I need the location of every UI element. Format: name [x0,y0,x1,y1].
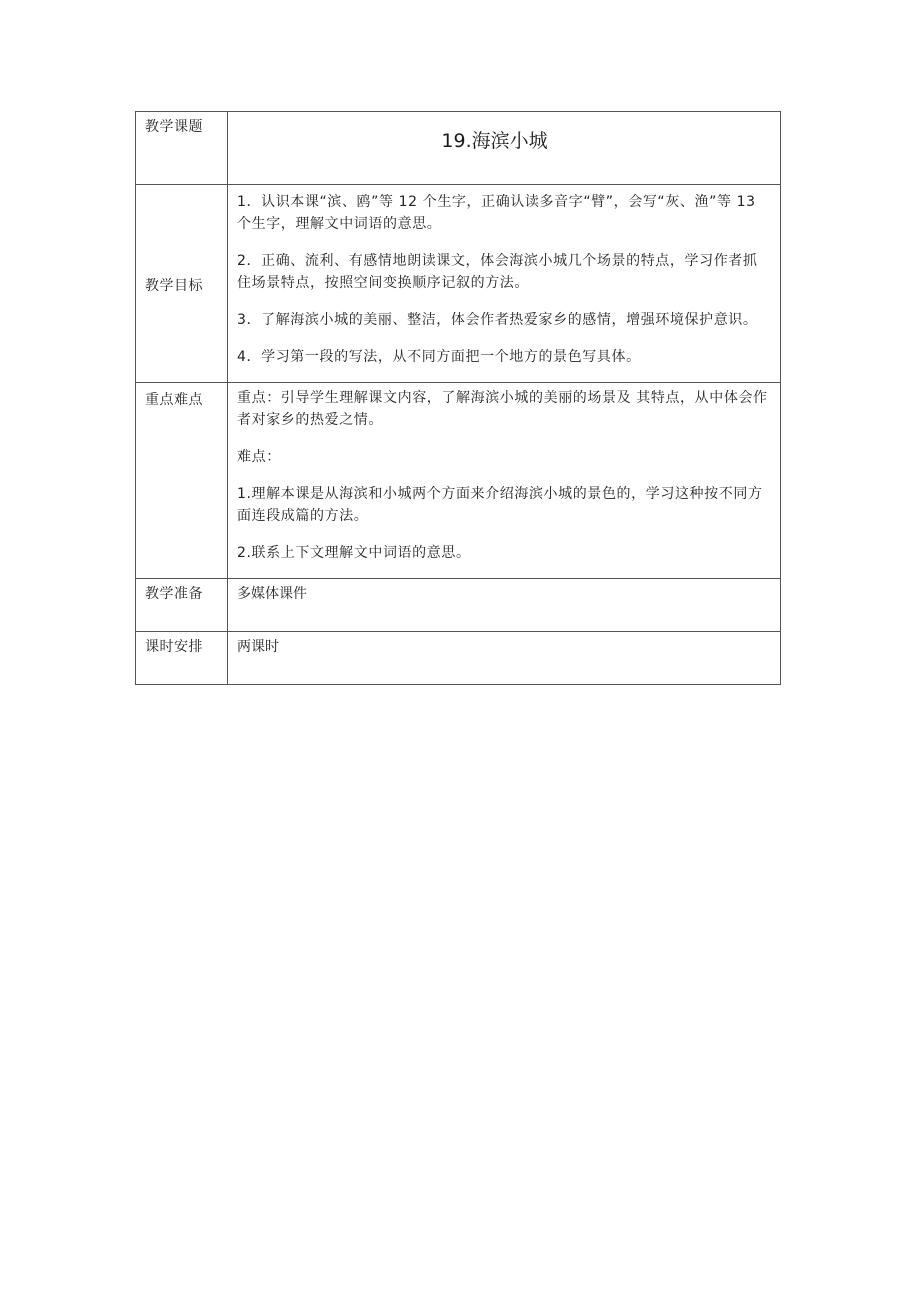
objective-item: 3．了解海滨小城的美丽、整洁，体会作者热爱家乡的感情，增强环境保护意识。 [237,312,758,328]
key-points-label: 重点难点 [136,383,228,579]
topic-label: 教学课题 [136,112,228,185]
schedule-value: 两课时 [228,632,781,685]
topic-cell [228,112,781,185]
difficulty-item: 1.理解本课是从海滨和小城两个方面来介绍海滨小城的景色的，学习这种按不同方面连段成篇的方法。 [237,486,763,524]
objectives-label: 教学目标 [136,185,228,383]
preparation-label: 教学准备 [136,579,228,632]
objective-item: 4．学习第一段的写法，从不同方面把一个地方的景色写具体。 [237,349,641,365]
objectives-cell [228,185,781,383]
key-points-row [136,383,781,579]
schedule-label: 课时安排 [136,632,228,685]
lesson-title: 19.海滨小城 [441,130,548,152]
objective-item: 1．认识本课“滨、鸥”等 12 个生字，正确认读多音字“臂”，会写“灰、渔”等 13 个生字，理解文中词语的意思。 [237,194,756,232]
focus-text: 重点：引导学生理解课文内容，了解海滨小城的美丽的场景及 其特点，从中体会作者对家乡的热爱之情。 [237,390,768,428]
difficulty-heading: 难点： [237,449,281,465]
topic-row [136,112,781,185]
objective-item: 2．正确、流利、有感情地朗读课文，体会海滨小城几个场景的特点，学习作者抓住场景特点，按照空间变换顺序记叙的方法。 [237,253,758,291]
objectives-row [136,185,781,383]
preparation-value: 多媒体课件 [228,579,781,632]
schedule-row [136,632,781,685]
preparation-row [136,579,781,632]
lesson-plan-table [135,111,781,685]
difficulty-item: 2.联系上下文理解文中词语的意思。 [237,545,471,561]
key-points-cell [228,383,781,579]
